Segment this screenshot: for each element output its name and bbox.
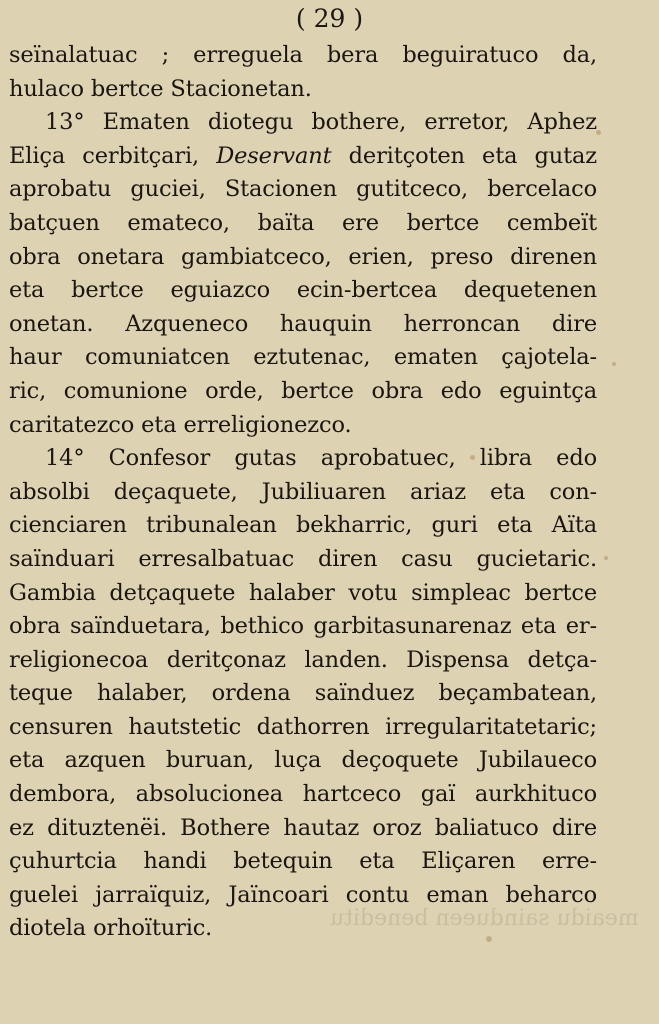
paragraph-13-start: 13° Ematen diotegu bothere, erretor, Aphez [45, 109, 597, 136]
text-span: deritçoten eta gutaz [348, 142, 597, 169]
text-line: Gambia detçaquete halaber votu simpleac bertce [9, 579, 597, 606]
text-line: guelei jarraïquiz, Jaïncoari contu eman beharco [9, 881, 597, 908]
text-line: aprobatu guciei, Stacionen gutitceco, bercelaco [9, 176, 597, 203]
text-line: batçuen emateco, baïta ere bertce cembeït [9, 209, 597, 236]
text-span: Eliça cerbitçari, [9, 142, 200, 169]
bleed-through-text: meaidu saindueen beneditu [330, 906, 639, 931]
text-line: eta azquen buruan, luça deçoquete Jubilaueco [9, 747, 597, 774]
foxing-spot [612, 362, 616, 366]
text-line: teque halaber, ordena saïnduez beçambatean, [9, 680, 597, 707]
text-line-with-italic [9, 140, 597, 174]
text-line: onetan. Azqueneco hauquin herroncan dire [9, 310, 597, 337]
text-line: cienciaren tribunalean bekharric, guri eta Aïta [9, 512, 597, 539]
body-text [9, 39, 597, 946]
text-line: haur comuniatcen eztutenac, ematen çajotela- [9, 344, 597, 371]
text-line: diotela orhoïturic. [9, 915, 213, 942]
italic-term: Deservant [216, 142, 332, 169]
paragraph-14-start: 14° Confesor gutas aprobatuec, libra edo [45, 445, 597, 472]
text-line: eta bertce eguiazco ecin-bertcea dequetenen [9, 277, 597, 304]
text-line: hulaco bertce Stacionetan. [9, 75, 312, 102]
page-number: ( 29 ) [295, 4, 364, 33]
text-line: ez dituztenëi. Bothere hautaz oroz baliatuco dire [9, 814, 597, 841]
text-line: seïnalatuac ; erreguela bera beguiratuco da, [9, 42, 597, 68]
text-line: dembora, absolucionea hartceco gaï aurkhituco [9, 781, 597, 808]
text-line: absolbi deçaquete, Jubiliuaren ariaz eta con- [9, 478, 597, 505]
text-line: caritatezco eta erreligionezco. [9, 411, 352, 438]
text-line: çuhurtcia handi betequin eta Eliçaren erre- [9, 848, 597, 875]
text-line: censuren hautstetic dathorren irregularitatetaric; [9, 713, 597, 740]
text-line: obra onetara gambiatceco, erien, preso direnen [9, 243, 597, 270]
text-line: religionecoa deritçonaz landen. Dispensa detça- [9, 646, 597, 673]
text-line: obra saïnduetara, bethico garbitasunarenaz eta er- [9, 613, 597, 640]
foxing-spot [604, 556, 608, 560]
text-line: ric, comunione orde, bertce obra edo eguintça [9, 377, 597, 404]
text-line: saïnduari erresalbatuac diren casu gucietaric. [9, 545, 597, 572]
